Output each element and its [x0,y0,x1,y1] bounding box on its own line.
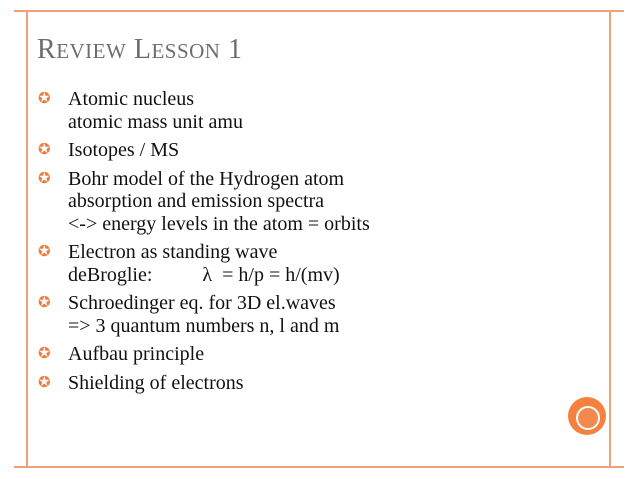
decorative-circle-inner [576,406,600,430]
title-first-cap: R [37,34,57,65]
bullet-line: Shielding of electrons [68,371,244,394]
frame-left-line [26,10,28,468]
bullet-icon: ✪ [38,142,51,158]
bullet-item [38,343,558,366]
title-second-rest: ESSON [151,39,221,63]
title-first-rest: EVIEW [56,39,127,63]
bullet-line: deBroglie: λ = h/p = h/(mv) [68,263,340,286]
bullet-icon: ✪ [38,244,51,260]
slide-title [37,34,242,66]
bullet-icon: ✪ [38,170,51,187]
bullet-line: Schroedinger eq. for 3D el.waves [68,292,336,314]
frame-bottom-line [14,466,624,468]
bullet-line: Bohr model of the Hydrogen atom [68,167,345,190]
bullet-line: <-> energy levels in the atom = orbits [68,212,370,235]
bullet-item [38,292,558,337]
bullet-item [38,372,558,395]
frame-right-line [609,10,611,468]
bullet-line: atomic mass unit amu [68,110,243,133]
bullet-line: Aufbau principle [68,343,205,365]
bullet-line: => 3 quantum numbers n, l and m [68,314,340,337]
bullet-line: absorption and emission spectra [68,190,325,212]
title-second-cap: L [133,34,152,65]
title-number: 1 [227,34,243,65]
bullet-icon: ✪ [38,374,51,391]
bullet-icon: ✪ [38,91,51,107]
bullet-item [38,139,558,162]
bullet-icon: ✪ [38,295,51,311]
bullet-line: Electron as standing wave [68,241,278,263]
bullet-line: Isotopes / MS [68,139,180,161]
frame-top-line [14,10,624,12]
bullet-icon: ✪ [38,346,51,362]
bullet-item [38,241,558,286]
bullet-line: Atomic nucleus [68,88,195,110]
bullet-list [38,88,558,400]
bullet-item [38,88,558,133]
bullet-item [38,168,558,236]
